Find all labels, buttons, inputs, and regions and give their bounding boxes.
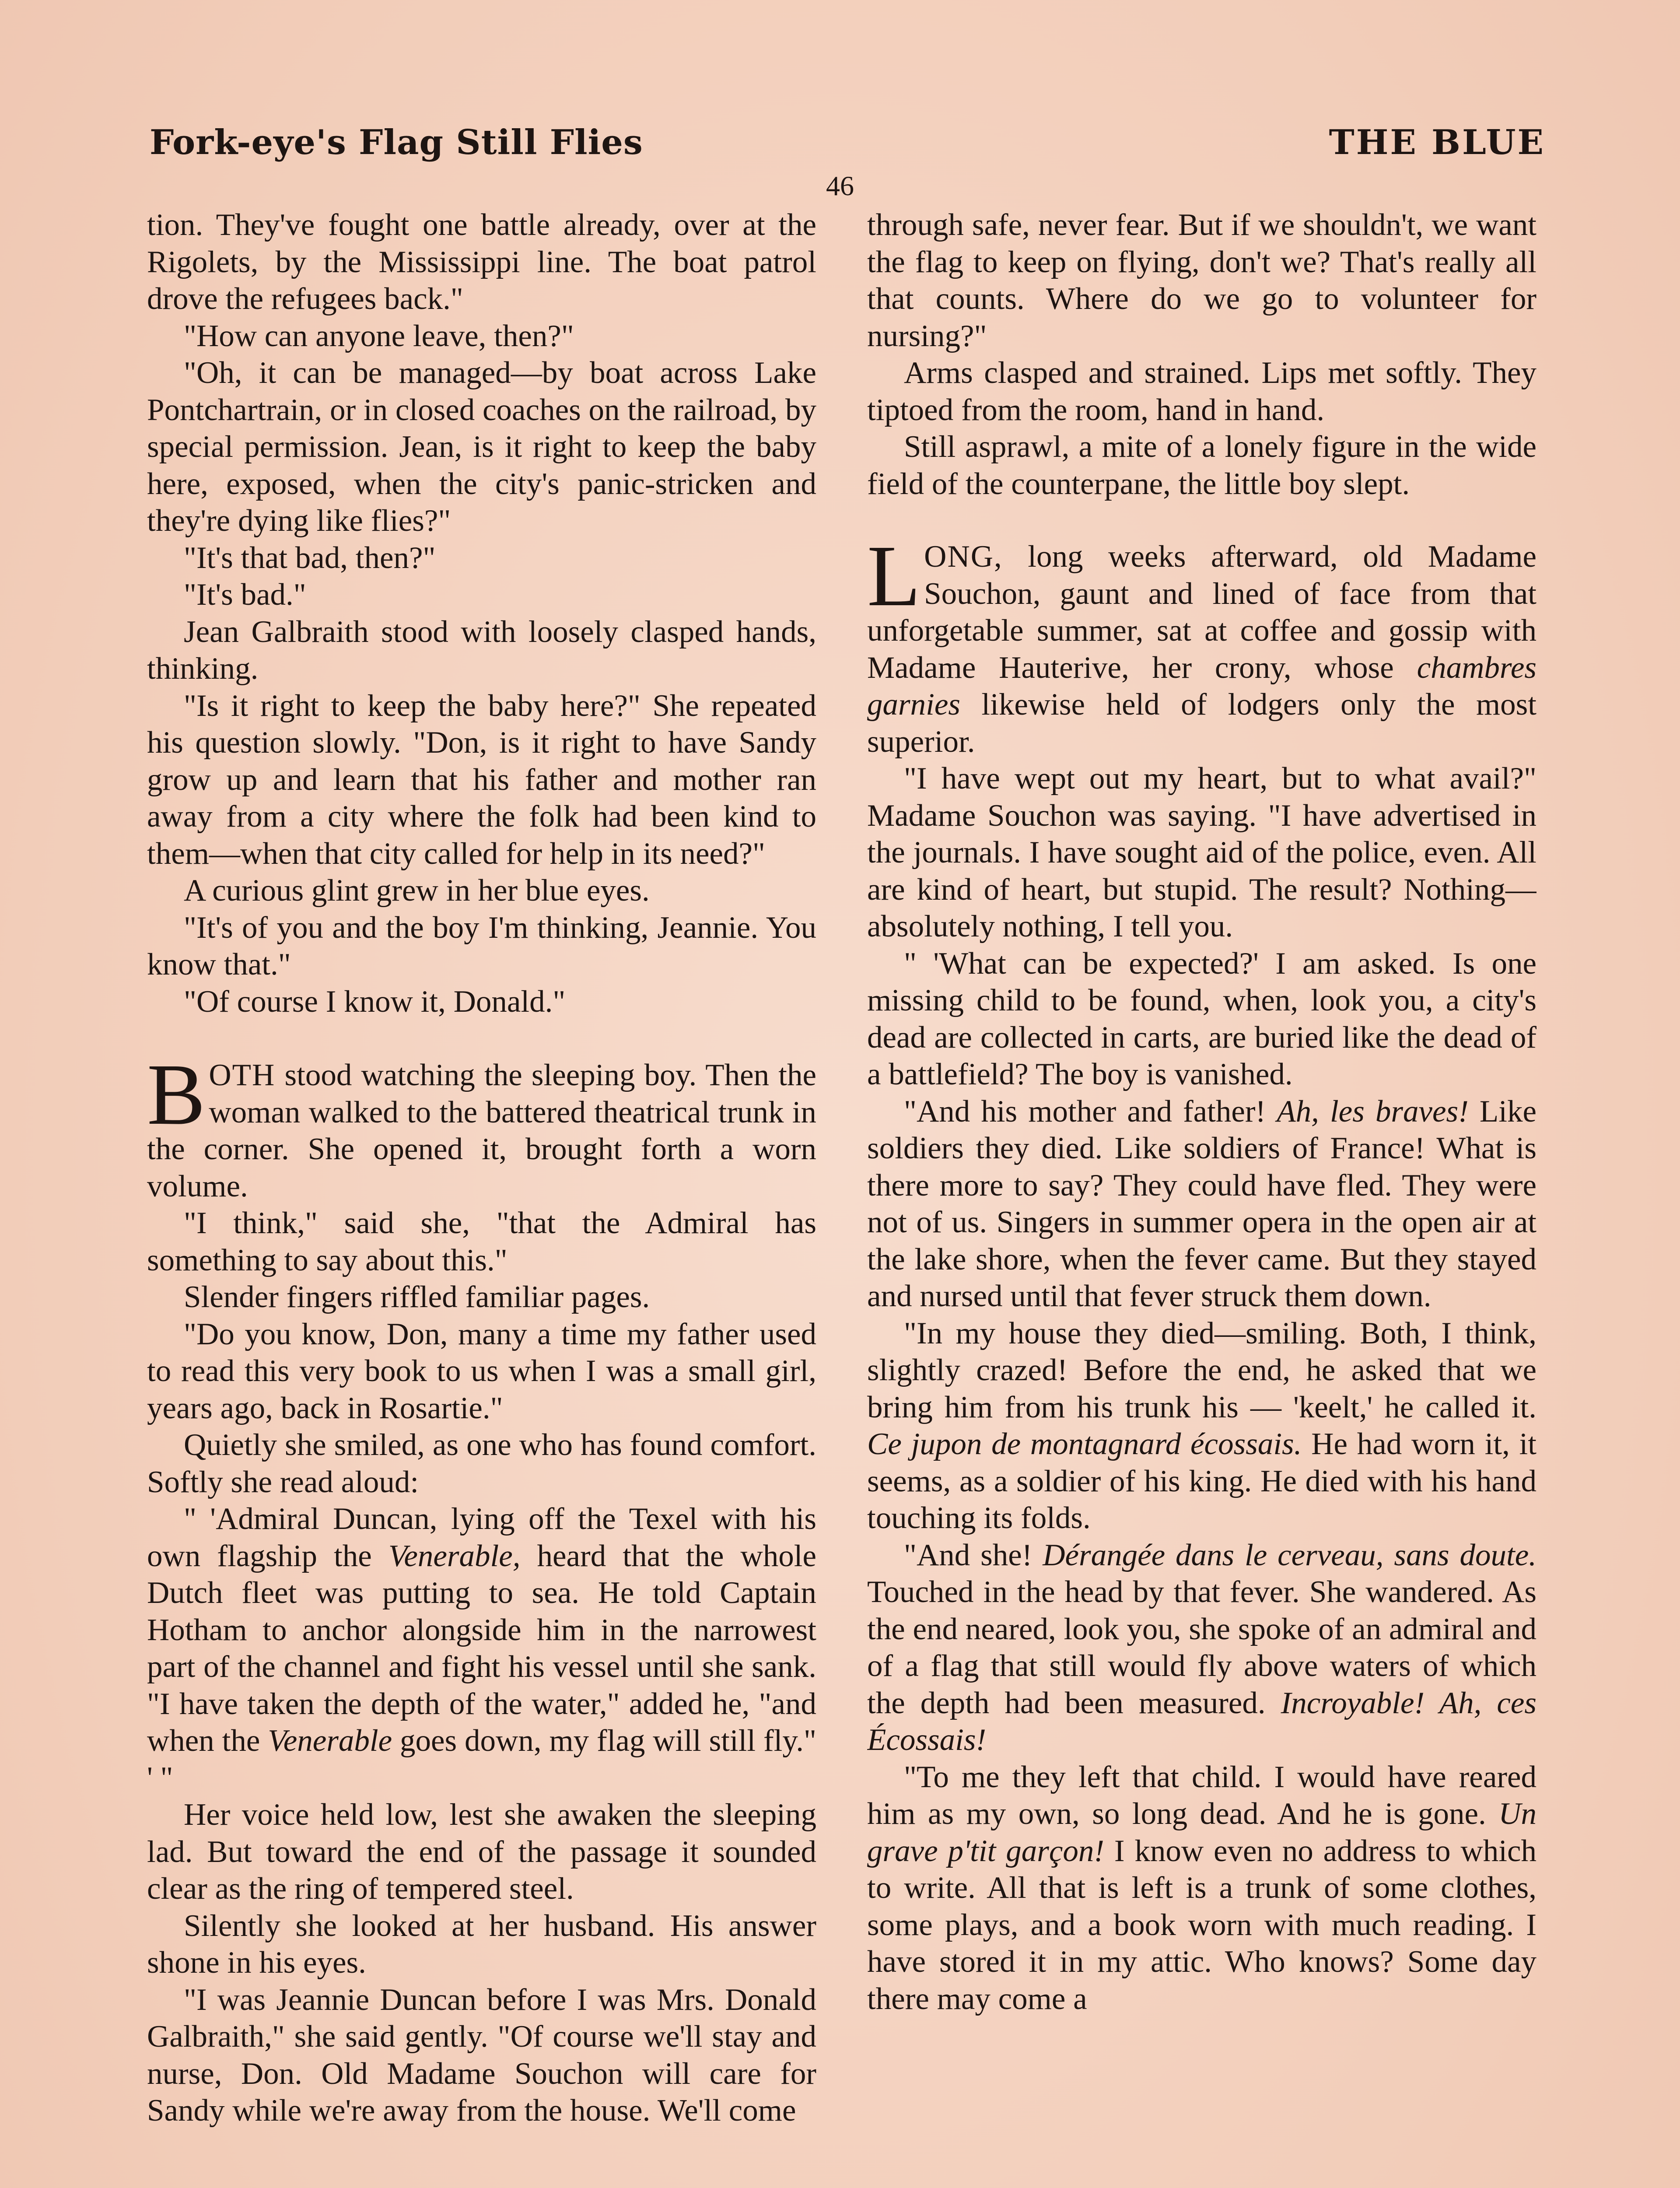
paragraph: Silently she looked at her husband. His answer shone in his eyes. (147, 1908, 816, 1980)
ship-name: Venerable (268, 1724, 392, 1758)
paragraph: "Do you know, Don, many a time my father used to read this very book to us when I was a small girl, years ago, back in Rosartie." (147, 1317, 816, 1425)
paragraph: A curious glint grew in her blue eyes. (184, 873, 650, 908)
drop-cap: B (147, 1046, 206, 1143)
paragraph: "I was Jeannie Duncan before I was Mrs. Donald Galbraith," she said gently. "Of course we'll stay and nurse, Don. Old Madame Souchon will care for Sandy while we're away from the house. We'll come (147, 1982, 816, 2128)
quoted-passage (147, 1501, 816, 1796)
paragraph: Quietly she smiled, as one who has found comfort. Softly she read aloud: (147, 1428, 816, 1499)
italic-phrase: Ah, les braves! (1277, 1094, 1469, 1129)
paragraph: Slender fingers riffled familiar pages. (184, 1280, 650, 1314)
italic-phrase: Dérangée dans le cerveau, sans doute. (1043, 1538, 1536, 1572)
paragraph-text: " 'Admiral Duncan, lying off the Texel with his own flagship the (147, 1502, 816, 1573)
italic-phrase: Incroyable! Ah, ces Écossais! (867, 1686, 1536, 1757)
paragraph (867, 1759, 1536, 2018)
italic-phrase: Un grave p'tit garçon! (867, 1797, 1536, 1868)
paragraph: "I have wept out my heart, but to what avail?" Madame Souchon was saying. "I have advertised in the journals. I have sought aid of the police, even. All are kind of heart, but stupid. The result? Nothing—absolutely nothing, I tell you. (867, 761, 1536, 943)
paragraph: Jean Galbraith stood with loosely clasped hands, thinking. (147, 614, 816, 686)
paragraph-text: Like soldiers they died. Like soldiers of France! What is there more to say? They could have fled. They were not of us. Singers in summer opera in the open air at the lake shore, when the fever came. But they stayed and nursed until that fever struck them down. (867, 1094, 1536, 1313)
paragraph: "It's of you and the boy I'm thinking, Jeannie. You know that." (147, 910, 816, 982)
italic-phrase: chambres garnies (867, 650, 1536, 722)
story-title: Fork-eye's Flag Still Flies (150, 122, 643, 162)
small-caps-lead: OTH (209, 1058, 276, 1092)
paragraph: Still asprawl, a mite of a lonely figure in the wide field of the counterpane, the little boy slept. (867, 430, 1536, 501)
paragraph-text: "And his mother and father! (904, 1094, 1277, 1129)
paragraph-text: goes down, my flag will still fly." ' " (147, 1724, 816, 1795)
paragraph (867, 1315, 1536, 1537)
paragraph-text: He had worn it, it seems, as a soldier of his king. He died with his hand touching its folds. (867, 1427, 1536, 1535)
paragraph: "I think," said she, "that the Admiral has something to say about this." (147, 1206, 816, 1277)
paragraph (867, 1093, 1536, 1315)
small-caps-lead: ONG, (924, 540, 1003, 574)
paragraph (867, 1537, 1536, 1759)
ship-name: Venerable, (388, 1539, 521, 1573)
paragraph: " 'What can be expected?' I am asked. Is one missing child to be found, when, look you, a city's dead are collected in carts, are buried like the dead of a battlefield? The boy is vanished. (867, 946, 1536, 1091)
page-number: 46 (826, 170, 854, 201)
left-column (147, 207, 816, 2188)
paragraph-text: "To me they left that child. I would have reared him as my own, so long dead. And he is gone. (867, 1760, 1536, 1831)
paragraph: "Is it right to keep the baby here?" She repeated his question slowly. "Don, is it right to have Sandy grow up and learn that his father and mother ran away from a city where the folk had been kind to them—when that city called for help in its need?" (147, 688, 816, 871)
paragraph-text: stood watching the sleeping boy. Then the woman walked to the battered theatrical trunk in the corner. She opened it, brought forth a worn volume. (147, 1058, 816, 1203)
section-opening-paragraph (867, 528, 1536, 760)
paragraph-text: "And she! (904, 1538, 1043, 1572)
paragraph: Her voice held low, lest she awaken the sleeping lad. But toward the end of the passage it sounded clear as the ring of tempered steel. (147, 1798, 816, 1906)
paragraph: "Of course I know it, Donald." (184, 984, 566, 1019)
right-column (867, 207, 1536, 2188)
paragraph-text: long weeks afterward, old Madame Souchon, gaunt and lined of face from that unforgetable summer, sat at coffee and gossip with Madame Hauterive, her crony, whose (867, 540, 1536, 685)
drop-cap: L (867, 528, 921, 624)
paragraph: "Oh, it can be managed—by boat across Lake Pontchartrain, or in closed coaches on the railroad, by special permission. Jean, is it right to keep the baby here, exposed, when the city's panic-stricken and they're dying like flies?" (147, 356, 816, 538)
paragraph-text: Touched in the head by that fever. She wandered. As the end neared, look you, she spoke of an admiral and of a flag that still would fly above waters of which the depth had been measured. (867, 1575, 1536, 1720)
paragraph-text: "In my house they died—smiling. Both, I think, slightly crazed! Before the end, he asked that we bring him from his trunk his — 'keelt,' he called it. (867, 1316, 1536, 1424)
running-head (150, 118, 1545, 166)
italic-phrase: Ce jupon de montagnard écossais. (867, 1427, 1302, 1461)
paragraph: Arms clasped and strained. Lips met softly. They tiptoed from the room, hand in hand. (867, 356, 1536, 427)
paragraph: "It's that bad, then?" (184, 540, 436, 575)
paragraph: "It's bad." (184, 578, 306, 612)
paragraph: "How can anyone leave, then?" (184, 319, 574, 353)
paragraph-text: I know even no address to which to write. All that is left is a trunk of some clothes, some plays, and a book worn with much reading. I have stored it in my attic. Who knows? Some day there may come a (867, 1834, 1536, 2016)
paragraph-text: heard that the whole Dutch fleet was putting to sea. He told Captain Hotham to anchor alongside him in the narrowest part of the channel and fight his vessel until she sank. "I have taken the depth of the water," added he, "and when the (147, 1539, 816, 1758)
paragraph: through safe, never fear. But if we shouldn't, we want the flag to keep on flying, don't we? That's really all that counts. Where do we go to volunteer for nursing?" (867, 208, 1536, 353)
paragraph: tion. They've fought one battle already, over at the Rigolets, by the Mississippi line. The boat patrol drove the refugees back." (147, 208, 816, 316)
section-opening-paragraph (147, 1046, 816, 1205)
magazine-name: THE BLUE (1329, 122, 1545, 162)
paragraph-text: likewise held of lodgers only the most superior. (867, 687, 1536, 759)
